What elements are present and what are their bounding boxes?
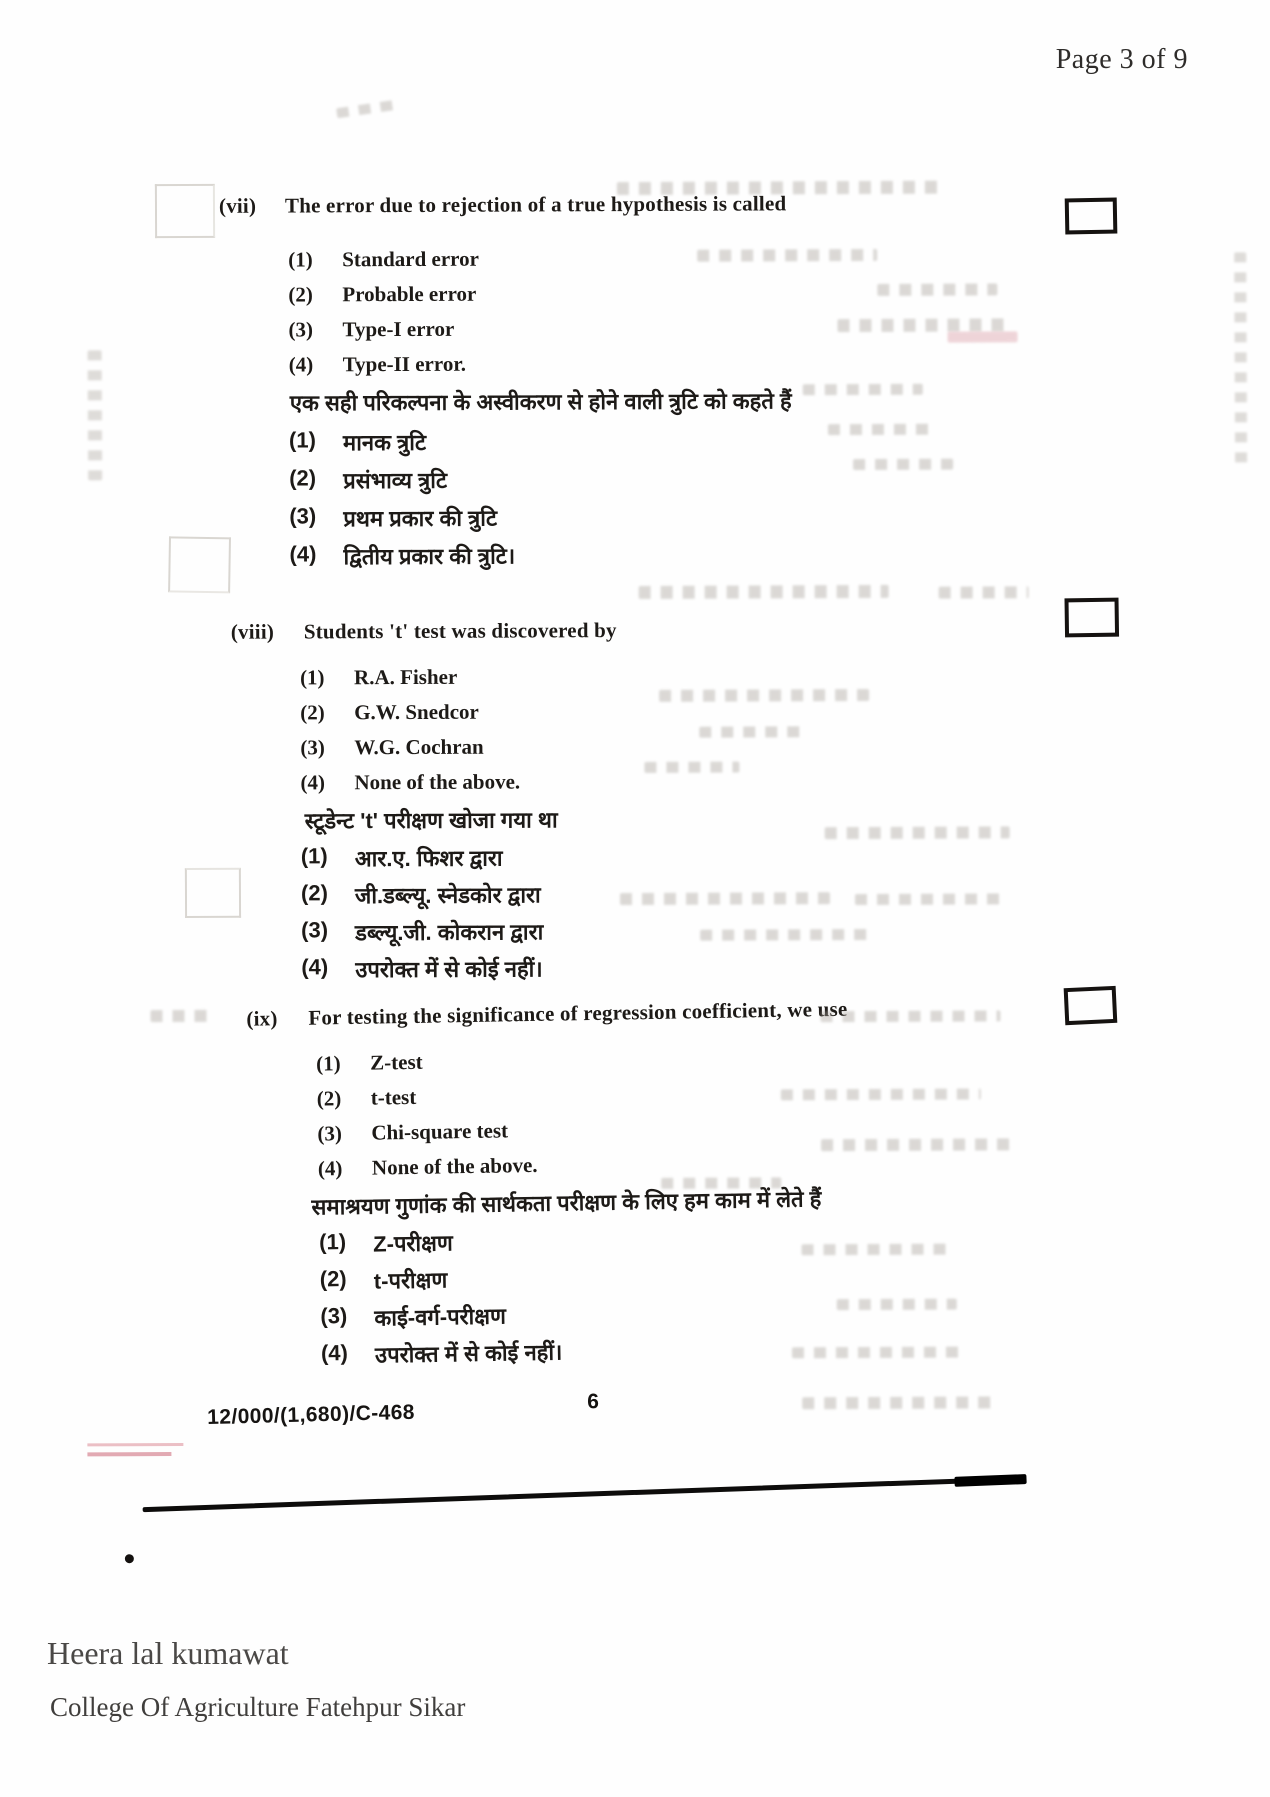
option-number: (4): [317, 1156, 343, 1181]
page-indicator: Page 3 of 9: [1055, 44, 1188, 75]
option-text: Z-test: [369, 1049, 423, 1075]
sheet-footer-code: 12/000/(1,680)/C-468: [206, 1400, 416, 1430]
option-number: (1): [299, 665, 325, 690]
bleedthrough-smudge: [948, 331, 1018, 342]
answer-box-viii: [1064, 598, 1119, 638]
option-number: (2): [288, 282, 313, 307]
option-text: t-परीक्षण: [373, 1267, 448, 1294]
question-text-en: The error due to rejection of a true hypothesis is called: [284, 191, 787, 218]
question-text-hi: समाश्रयण गुणांक की सार्थकता परीक्षण के लिए हम काम में लेते हैं: [311, 1186, 822, 1220]
bleedthrough-smudge: [781, 1088, 981, 1100]
answer-box-vii: [1065, 198, 1118, 235]
option-text: None of the above.: [354, 769, 521, 795]
option-number: (3): [300, 735, 325, 760]
option-row: [301, 951, 1052, 991]
option-text: Z-परीक्षण: [372, 1230, 454, 1257]
question-head: [231, 616, 1051, 650]
question-label: (vii): [218, 193, 257, 218]
bleedthrough-smudge: [697, 249, 877, 262]
question-label: (ix): [246, 1006, 278, 1031]
bleedthrough-smudge: [803, 384, 923, 396]
option-number: (3): [317, 1121, 343, 1146]
bleedthrough-smudge: [1234, 252, 1247, 467]
option-text: Standard error: [342, 246, 479, 272]
option-number: (4): [301, 954, 329, 980]
option-number: (1): [288, 427, 316, 453]
bleedthrough-smudge: [853, 459, 953, 470]
option-number: (4): [288, 352, 314, 377]
option-number: (2): [319, 1266, 347, 1292]
option-number: (1): [318, 1229, 347, 1255]
scan-edge-line-blob: [954, 1474, 1026, 1487]
pink-ink-mark: [87, 1443, 183, 1461]
bleedthrough-smudge: [88, 350, 103, 480]
option-text: आर.ए. फिशर द्वारा: [354, 845, 503, 872]
bleedthrough-smudge: [617, 181, 947, 195]
question-block-vii: [219, 190, 1051, 580]
bleedthrough-smudge: [802, 1396, 992, 1409]
bleedthrough-smudge: [837, 318, 1007, 332]
bleedthrough-smudge: [699, 726, 809, 737]
bleedthrough-smudge: [644, 762, 739, 773]
option-number: (4): [320, 1340, 349, 1366]
bleedthrough-smudge: [939, 586, 1029, 598]
option-text: Type-I error: [342, 316, 455, 342]
option-text: जी.डब्ल्यू. स्नेडकोर द्वारा: [354, 882, 541, 909]
options-english: [231, 662, 1052, 806]
question-label: (viii): [230, 619, 275, 644]
option-text: W.G. Cochran: [354, 734, 484, 760]
option-text: Chi-square test: [371, 1118, 509, 1145]
viewer-institution: College Of Agriculture Fatehpur Sikar: [50, 1692, 466, 1722]
option-number: (1): [300, 843, 328, 869]
option-row: [301, 914, 1052, 954]
bleedthrough-smudge: [659, 689, 869, 702]
question-block-viii: [231, 616, 1053, 992]
option-number: (2): [316, 1086, 342, 1111]
viewer-name: Heera lal kumawat: [47, 1635, 289, 1671]
option-text: None of the above.: [371, 1152, 538, 1180]
bleedthrough-smudge: [639, 585, 889, 599]
bleedthrough-smudge: [837, 1299, 957, 1311]
question-text-hi: एक सही परिकल्पना के अस्वीकरण से होने वाली त्रुटि को कहते हैं: [289, 388, 792, 416]
option-number: (4): [300, 770, 326, 795]
option-text: t-test: [370, 1084, 417, 1110]
bleedthrough-smudge: [792, 1347, 967, 1359]
option-row: [301, 840, 1052, 880]
option-number: (3): [301, 917, 329, 943]
bleedthrough-smudge: [825, 826, 1010, 839]
bleedthrough-smudge: [150, 1010, 210, 1022]
option-number: (2): [300, 880, 328, 906]
option-number: (2): [289, 465, 317, 491]
option-text: उपरोक्त में से कोई नहीं।: [355, 956, 543, 983]
option-text: Type-II error.: [342, 351, 466, 377]
option-text: G.W. Snedcor: [354, 699, 479, 725]
bleedthrough-smudge: [855, 893, 1000, 905]
bleedthrough-smudge: [620, 892, 830, 905]
sheet-page-number: 6: [587, 1390, 599, 1414]
option-row: [300, 767, 1051, 805]
question-head: [219, 190, 1049, 224]
question-text-en: Students 't' test was discovered by: [303, 618, 617, 644]
option-number: (3): [288, 317, 314, 342]
options-hindi: [232, 840, 1053, 992]
option-text: उपरोक्त में से कोई नहीं।: [374, 1339, 563, 1368]
options-english: [219, 244, 1050, 388]
scan-edge-line: [143, 1476, 1027, 1512]
option-number: (3): [289, 503, 317, 529]
ink-dot: [125, 1554, 134, 1563]
option-text: प्रथम प्रकार की त्रुटि: [343, 505, 498, 532]
option-number: (4): [289, 541, 317, 567]
bleedthrough-smudge: [802, 1244, 952, 1256]
options-hindi: [220, 424, 1051, 580]
option-text: Probable error: [342, 281, 477, 307]
option-number: (2): [300, 700, 325, 725]
question-text-en: For testing the significance of regression coefficient, we use: [308, 996, 848, 1030]
option-number: (1): [315, 1051, 341, 1076]
option-text: काई-वर्ग-परीक्षण: [374, 1303, 507, 1331]
bleedthrough-smudge: [820, 1010, 1000, 1022]
bleedthrough-smudge: [828, 424, 938, 435]
question-block-ix: [246, 993, 1072, 1379]
option-row: [289, 500, 1050, 541]
bleedthrough-smudge: [336, 100, 395, 118]
option-text: डब्ल्यू.जी. कोकरान द्वारा: [355, 919, 544, 946]
option-row: [300, 697, 1051, 735]
bleedthrough-smudge: [877, 283, 997, 296]
answer-box-ix: [1064, 986, 1118, 1025]
option-number: (3): [320, 1303, 348, 1329]
option-text: मानक त्रुटि: [342, 429, 427, 456]
question-text-hi: स्टूडेन्ट 't' परीक्षण खोजा गया था: [304, 807, 558, 834]
option-text: द्वितीय प्रकार की त्रुटि।: [343, 543, 516, 570]
option-row: [288, 244, 1049, 282]
bleedthrough-smudge: [700, 929, 870, 941]
options-english: [247, 1039, 1069, 1193]
option-text: R.A. Fisher: [353, 664, 458, 690]
pencil-box: [155, 184, 215, 238]
option-row: [289, 538, 1050, 579]
option-row: [289, 349, 1050, 387]
bleedthrough-smudge: [821, 1138, 1011, 1151]
option-number: (1): [288, 247, 313, 272]
bleedthrough-smudge: [661, 1177, 781, 1189]
option-text: प्रसंभाव्य त्रुटि: [343, 467, 448, 494]
